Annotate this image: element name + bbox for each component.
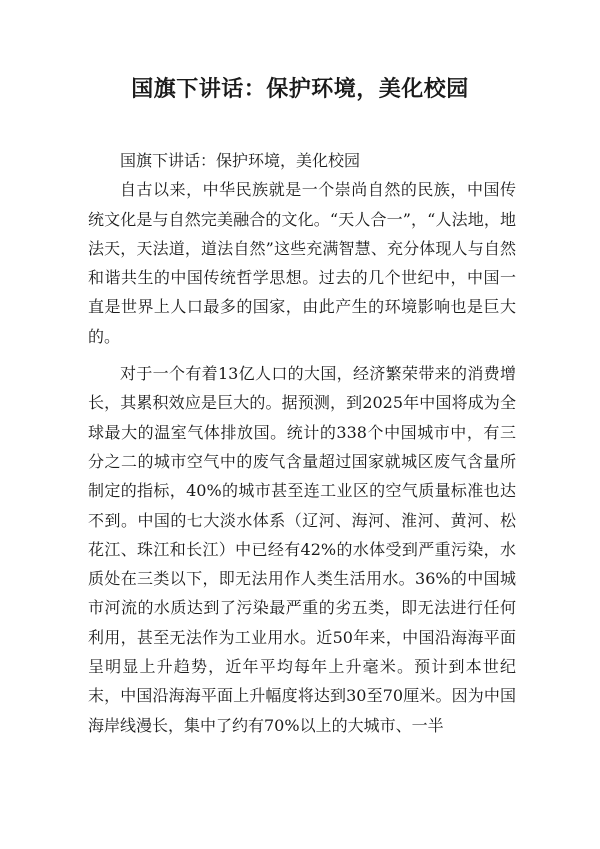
page-title: 国旗下讲话：保护环境，美化校园: [131, 76, 469, 102]
document-subtitle: 国旗下讲话：保护环境，美化校园: [120, 151, 361, 170]
paragraph-2: 对于一个有着13亿人口的大国，经济繁荣带来的消费增长，其累积效应是巨大的。据预测，到2025年中国将成为全球最大的温室气体排放国。统计的338个中国城市中，有三分之二的城市空气中的废气含量超过国家就城区废气含量所制定的指标，40%的城市甚至连工业区的空气质量标准也达不到。中国的七大淡水体系（辽河、海河、淮河、黄河、松花江、珠江和长江）中已经有42%的水体受到严重污染，水质处在三类以下，即无法用作人类生活用水。36%的中国城市河流的水质达到了污染最严重的劣五类，即无法进行任何利用，甚至无法作为工业用水。近50年来，中国沿海海平面呈明显上升趋势，近年平均每年上升毫米。预计到本世纪末，中国沿海海平面上升幅度将达到30至70厘米。因为中国海岸线漫长，集中了约有70%以上的大城市、一半: [88, 364, 516, 735]
document-body: [88, 146, 516, 748]
paragraph-1: 自古以来，中华民族就是一个崇尚自然的民族，中国传统文化是与自然完美融合的文化。“天人合一”，“人法地，地法天，天法道，道法自然”这些充满智慧、充分体现人与自然和谐共生的中国传统哲学思想。过去的几个世纪中，中国一直是世界上人口最多的国家，由此产生的环境影响也是巨大的。: [88, 180, 516, 346]
